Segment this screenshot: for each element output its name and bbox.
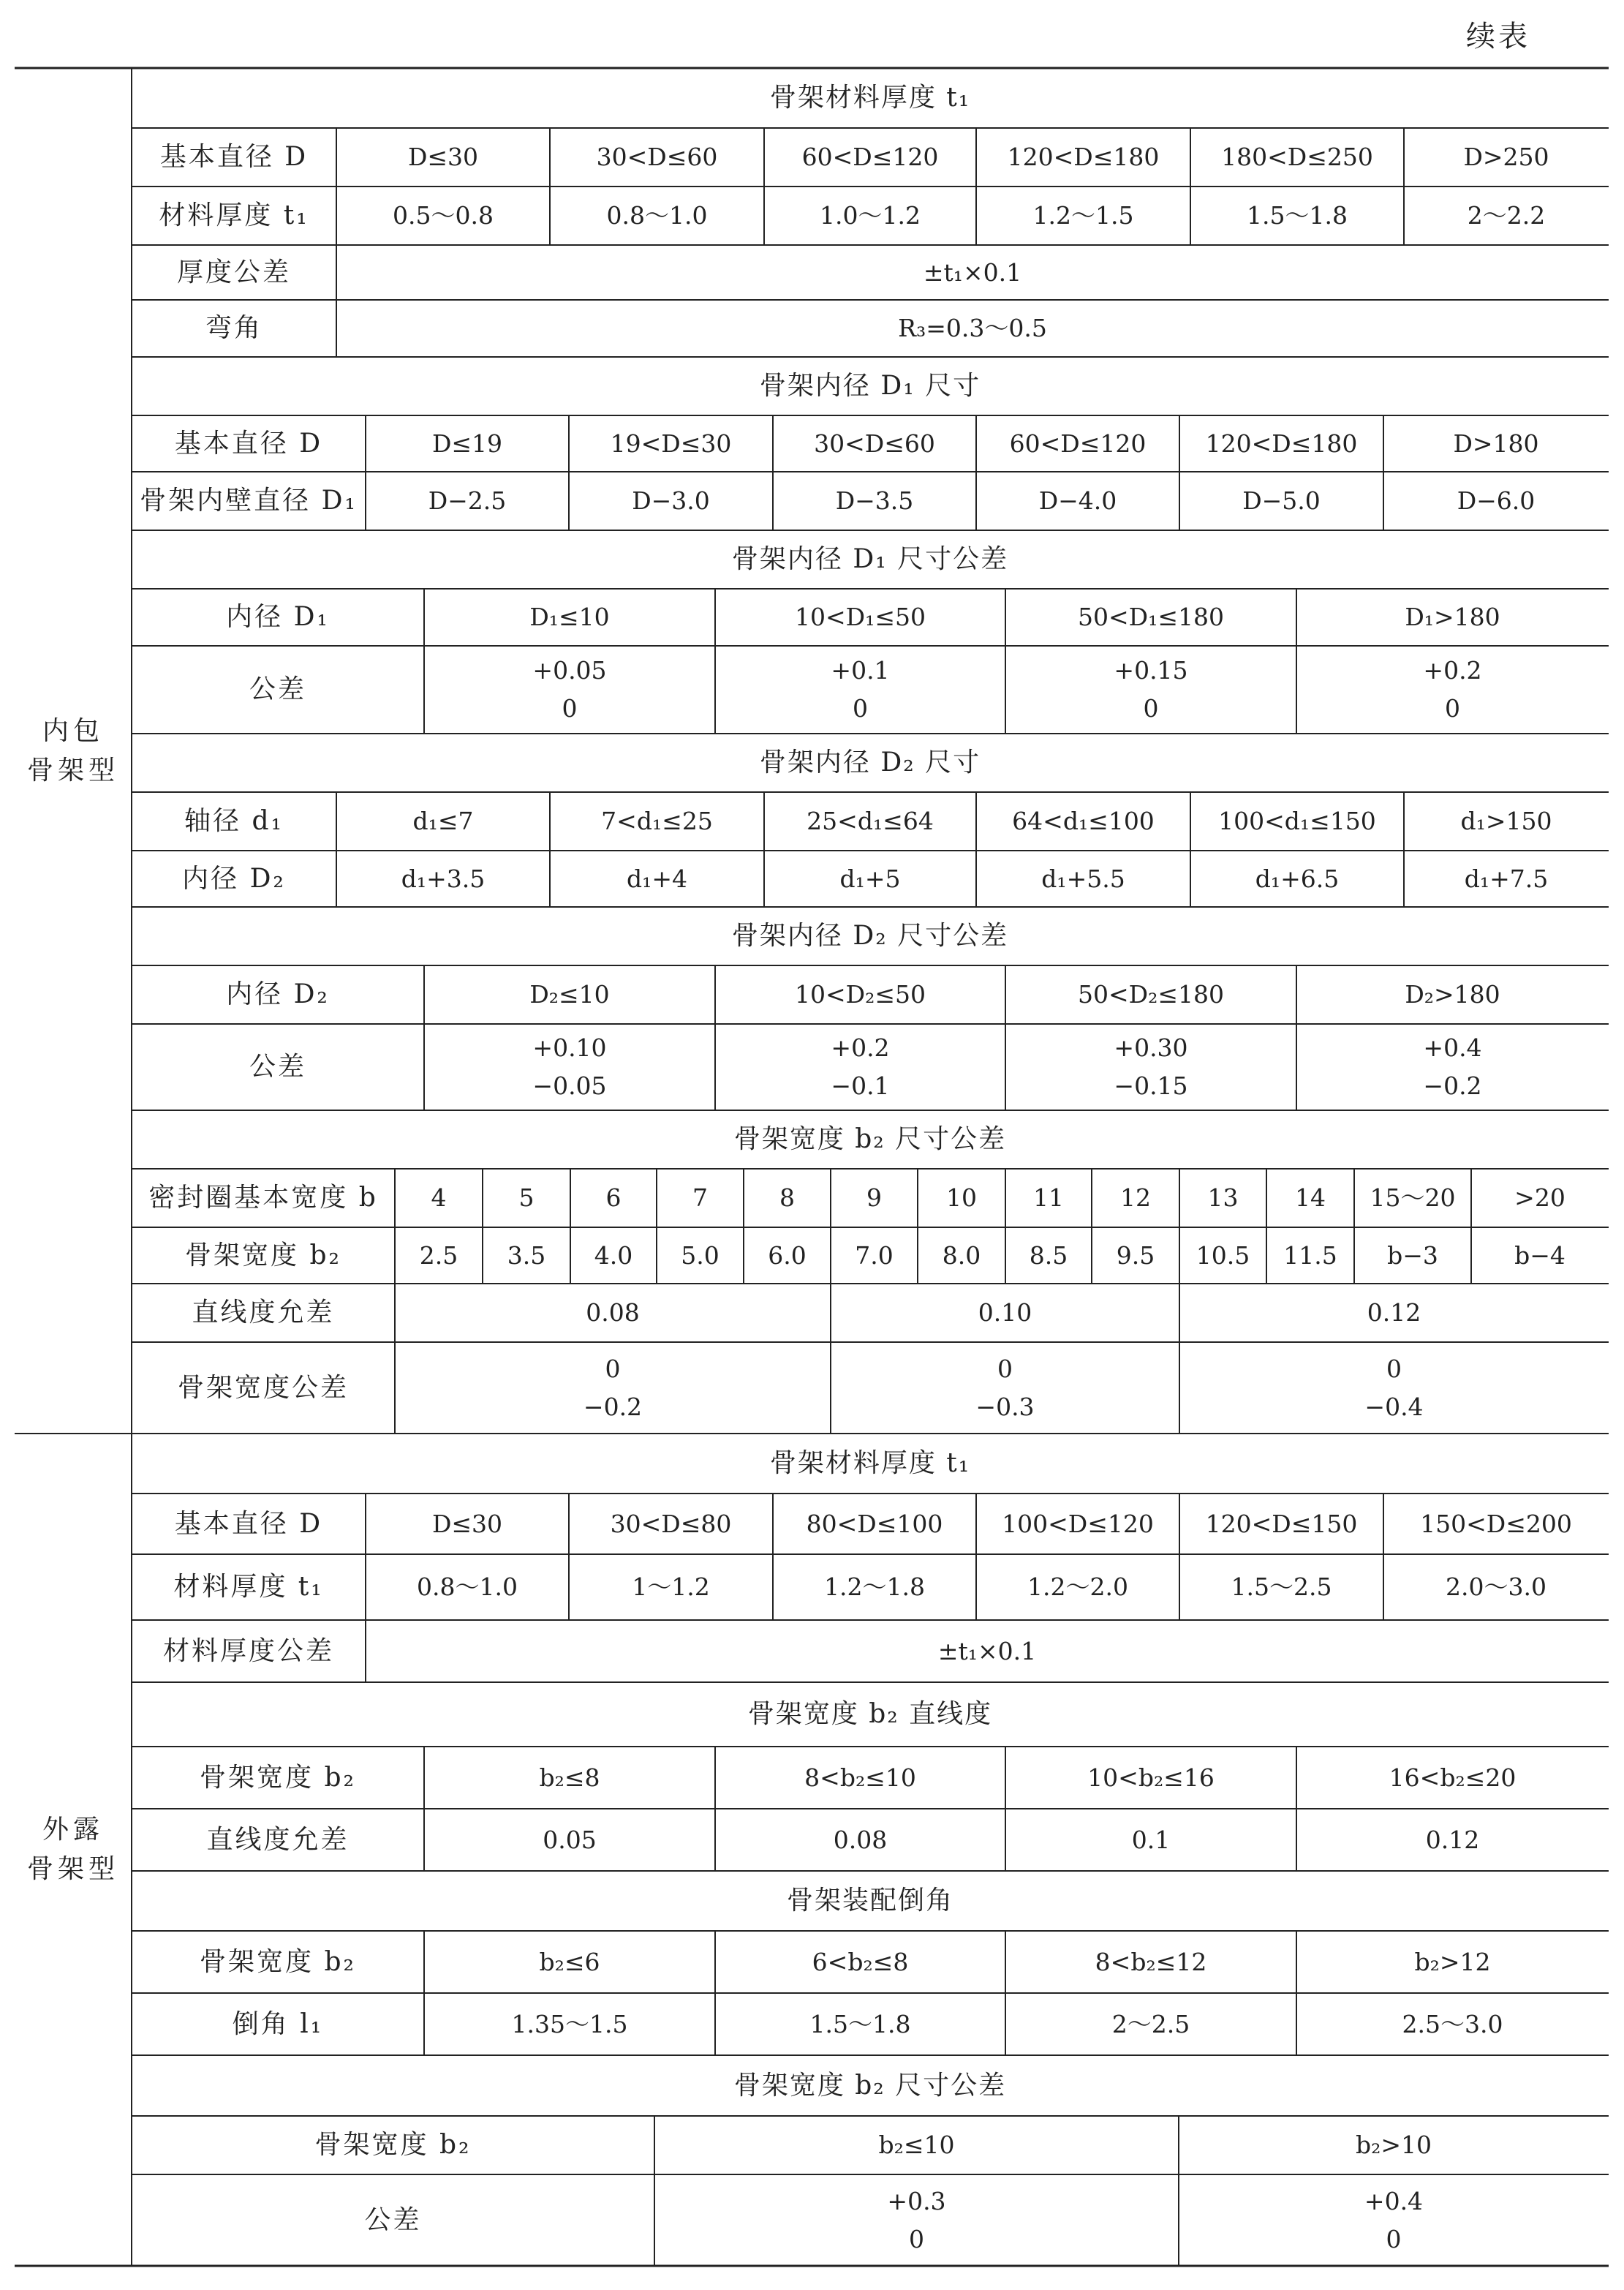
- cell-line-1: +0.4: [1423, 1033, 1482, 1062]
- inner-d2-size-row2-cell: d₁+7.5: [1464, 864, 1549, 893]
- inner-d2-tol-row1-cell: 10<D₂≤50: [795, 980, 926, 1009]
- outer-thickness-row2-label: 材料厚度 t₁: [173, 1572, 324, 1602]
- inner-d2-size-row1-cell: 7<d₁≤25: [601, 807, 713, 835]
- inner-b2-tol-row2-cell: 10.5: [1196, 1240, 1250, 1270]
- inner-d2-size-row1-cell: 100<d₁≤150: [1218, 807, 1376, 835]
- section-label-inner: [15, 68, 132, 1434]
- inner-b2-tol-title: 骨架宽度 b₂ 尺寸公差: [733, 1124, 1007, 1154]
- inner-d1-tol-row1-cell: D₁>180: [1405, 603, 1500, 631]
- inner-bend-label: 弯角: [205, 313, 263, 343]
- cell-line-1: +0.30: [1114, 1033, 1188, 1062]
- outer-chamfer-row1-cell: b₂>12: [1414, 1947, 1491, 1976]
- inner-b2-tol-row3-cell: 0.08: [586, 1298, 640, 1327]
- outer-thickness-tol-label: 材料厚度公差: [162, 1635, 334, 1666]
- outer-b2-straight-row2-label: 直线度允差: [206, 1824, 350, 1855]
- inner-b2-tol-row2-cell: b−3: [1387, 1240, 1438, 1270]
- outer-thickness-tol-value: ±t₁×0.1: [937, 1636, 1037, 1665]
- inner-b2-tol-row2-cell: 9.5: [1116, 1240, 1155, 1270]
- inner-d1-tol-row1-cell: 50<D₁≤180: [1078, 603, 1224, 631]
- inner-thickness-row1-cell: 60<D≤120: [801, 143, 939, 171]
- inner-d1-tol-row2-cell: [715, 646, 1005, 734]
- inner-thickness-row2-cell: 1.2～1.5: [1032, 201, 1134, 230]
- outer-chamfer-row2-cell: 2.5～3.0: [1402, 2009, 1503, 2038]
- outer-chamfer-row2-label: 倒角 l₁: [232, 2008, 324, 2039]
- inner-b2-tol-row3-cell: 0.10: [978, 1298, 1032, 1327]
- outer-b2-straight-row1-cell: b₂≤8: [539, 1763, 600, 1792]
- inner-b2-tol-row1-cell: 8: [779, 1183, 795, 1212]
- cell-line-2: 0: [1445, 694, 1460, 723]
- cell-line-2: 0: [909, 2224, 924, 2253]
- inner-d1-size-row2-cell: D−6.0: [1457, 486, 1536, 515]
- inner-b2-tol-row2-cell: 8.5: [1029, 1240, 1068, 1270]
- inner-d2-tol-title: 骨架内径 D₂ 尺寸公差: [731, 921, 1009, 951]
- inner-d1-size-row1-cell: D≤19: [431, 429, 503, 458]
- inner-d1-tol-row2-cell: [1005, 646, 1296, 734]
- outer-thickness-row1-cell: D≤30: [431, 1509, 503, 1538]
- inner-d2-tol-row2-cell: [715, 1024, 1005, 1110]
- inner-d2-size-row2-cell: d₁+5.5: [1041, 864, 1125, 893]
- inner-d2-size-title: 骨架内径 D₂ 尺寸: [759, 747, 981, 777]
- inner-b2-tol-row2-cell: b−4: [1514, 1240, 1566, 1270]
- inner-b2-tol-row2-cell: 4.0: [594, 1240, 633, 1270]
- inner-thickness-row1-label: 基本直径 D: [159, 142, 309, 172]
- outer-b2-tol-row2-cell: [1179, 2174, 1609, 2266]
- cell-line-1: +0.2: [1423, 656, 1482, 685]
- inner-b2-tol-row1-cell: 11: [1033, 1183, 1064, 1212]
- inner-thickness-tol-label: 厚度公差: [176, 257, 291, 287]
- inner-b2-tol-row2-cell: 11.5: [1283, 1240, 1337, 1270]
- inner-d2-tol-row1-cell: D₂>180: [1405, 980, 1500, 1009]
- inner-d1-tol-row1-cell: 10<D₁≤50: [795, 603, 926, 631]
- outer-b2-straight-row1-label: 骨架宽度 b₂: [200, 1762, 356, 1793]
- inner-d2-tol-row1-label: 内径 D₂: [226, 979, 330, 1009]
- outer-chamfer-row1-cell: 6<b₂≤8: [812, 1947, 909, 1976]
- inner-thickness-row2-label: 材料厚度 t₁: [159, 200, 309, 230]
- outer-b2-straight-title: 骨架宽度 b₂ 直线度: [747, 1699, 993, 1729]
- outer-thickness-row1-cell: 30<D≤80: [610, 1509, 732, 1538]
- inner-d1-tol-row1-label: 内径 D₁: [226, 602, 330, 632]
- cell-line-1: +0.3: [887, 2186, 946, 2215]
- inner-d1-size-row2-cell: D−2.5: [428, 486, 507, 515]
- inner-d1-tol-row1-cell: D₁≤10: [529, 603, 610, 631]
- outer-b2-straight-row1-cell: 10<b₂≤16: [1087, 1763, 1215, 1792]
- inner-d2-tol-row2-cell: [424, 1024, 715, 1110]
- inner-d2-size-row1-cell: d₁≤7: [412, 807, 474, 835]
- inner-thickness-row2-cell: 2～2.2: [1467, 201, 1546, 230]
- outer-chamfer-row1-label: 骨架宽度 b₂: [200, 1946, 356, 1977]
- inner-d2-size-row2-cell: d₁+4: [627, 864, 687, 893]
- outer-b2-straight-row2-cell: 0.1: [1131, 1825, 1171, 1854]
- cell-line-2: 骨架型: [26, 1854, 119, 1884]
- cell-line-1: 0: [1386, 1354, 1402, 1383]
- outer-thickness-row2-cell: 2.0～3.0: [1446, 1573, 1546, 1601]
- outer-thickness-row1-cell: 80<D≤100: [806, 1509, 943, 1538]
- inner-d1-size-row1-label: 基本直径 D: [174, 428, 323, 459]
- outer-b2-tol-row2-label: 公差: [364, 2204, 422, 2235]
- cell-line-1: 0: [997, 1354, 1013, 1383]
- continued-table-label: 续表: [1466, 20, 1530, 53]
- inner-b2-tol-row1-cell: 14: [1295, 1183, 1326, 1212]
- outer-b2-tol-row1-cell: b₂>10: [1356, 2131, 1432, 2159]
- inner-d1-size-title: 骨架内径 D₁ 尺寸: [759, 371, 981, 401]
- cell-line-1: 内包: [42, 715, 104, 746]
- inner-b2-tol-row2-cell: 7.0: [855, 1240, 894, 1270]
- inner-d2-tol-row2-label: 公差: [249, 1052, 306, 1082]
- inner-thickness-row1-cell: D>250: [1463, 143, 1549, 171]
- outer-chamfer-row2-cell: 2～2.5: [1111, 2009, 1190, 2038]
- inner-d1-tol-row2-cell: [1296, 646, 1609, 734]
- inner-thickness-row2-cell: 0.8～1.0: [606, 201, 708, 230]
- inner-b2-tol-row1-cell: 7: [692, 1183, 708, 1212]
- inner-b2-tol-row4-label: 骨架宽度公差: [177, 1372, 349, 1403]
- inner-thickness-row1-cell: 180<D≤250: [1221, 143, 1373, 171]
- section-label-outer: [15, 1434, 132, 2266]
- inner-b2-tol-row4-cell: [831, 1342, 1179, 1434]
- inner-d2-size-row2-cell: d₁+5: [839, 864, 901, 893]
- cell-line-2: −0.4: [1364, 1392, 1424, 1421]
- outer-thickness-row2-cell: 1.2～2.0: [1027, 1573, 1128, 1601]
- inner-d1-size-row1-cell: 19<D≤30: [610, 429, 732, 458]
- inner-b2-tol-row2-cell: 5.0: [681, 1240, 720, 1270]
- outer-b2-straight-row1-cell: 8<b₂≤10: [804, 1763, 916, 1792]
- inner-thickness-row2-cell: 1.5～1.8: [1247, 201, 1348, 230]
- outer-thickness-row2-cell: 1.2～1.8: [824, 1573, 925, 1601]
- outer-thickness-row1-label: 基本直径 D: [174, 1508, 323, 1539]
- cell-line-2: −0.1: [831, 1071, 890, 1100]
- outer-thickness-row1-cell: 150<D≤200: [1420, 1509, 1572, 1538]
- inner-d2-size-row2-cell: d₁+6.5: [1255, 864, 1340, 893]
- inner-thickness-title: 骨架材料厚度 t₁: [769, 83, 971, 113]
- inner-d1-size-row2-label: 骨架内壁直径 D₁: [140, 486, 358, 516]
- inner-thickness-row1-cell: 30<D≤60: [596, 143, 718, 171]
- inner-d1-size-row2-cell: D−5.0: [1242, 486, 1321, 515]
- cell-line-1: +0.10: [532, 1033, 607, 1062]
- cell-line-2: 骨架型: [26, 755, 119, 786]
- cell-line-1: +0.2: [831, 1033, 890, 1062]
- inner-thickness-row2-cell: 0.5～0.8: [393, 201, 494, 230]
- outer-chamfer-row2-cell: 1.35～1.5: [511, 2009, 628, 2038]
- inner-d2-size-row1-cell: 25<d₁≤64: [807, 807, 934, 835]
- cell-line-2: −0.15: [1114, 1071, 1188, 1100]
- inner-b2-tol-row1-cell: 5: [518, 1183, 535, 1212]
- inner-b2-tol-row2-cell: 2.5: [419, 1240, 458, 1270]
- inner-b2-tol-row4-cell: [1179, 1342, 1609, 1434]
- inner-b2-tol-row1-cell: 13: [1207, 1183, 1239, 1212]
- inner-b2-tol-row2-label: 骨架宽度 b₂: [185, 1240, 341, 1270]
- cell-line-2: 0: [1143, 694, 1159, 723]
- outer-b2-tol-title: 骨架宽度 b₂ 尺寸公差: [733, 2070, 1007, 2101]
- outer-b2-straight-row2-cell: 0.12: [1425, 1825, 1480, 1854]
- inner-d1-size-row1-cell: 120<D≤180: [1205, 429, 1358, 458]
- inner-b2-tol-row1-cell: 10: [946, 1183, 977, 1212]
- inner-b2-tol-row2-cell: 3.5: [507, 1240, 546, 1270]
- inner-d2-size-row1-cell: 64<d₁≤100: [1012, 807, 1155, 835]
- inner-b2-tol-row3-label: 直线度允差: [192, 1297, 335, 1327]
- outer-b2-tol-row2-cell: [654, 2174, 1179, 2266]
- inner-b2-tol-row3-cell: 0.12: [1367, 1298, 1421, 1327]
- outer-chamfer-row2-cell: 1.5～1.8: [809, 2009, 911, 2038]
- cell-line-2: −0.05: [532, 1071, 607, 1100]
- outer-b2-tol-row1-cell: b₂≤10: [878, 2131, 955, 2159]
- cell-line-1: 外露: [42, 1815, 104, 1845]
- cell-line-1: +0.1: [831, 656, 890, 685]
- inner-thickness-row1-cell: D≤30: [407, 143, 479, 171]
- cell-line-2: 0: [1386, 2224, 1402, 2253]
- cell-line-2: −0.3: [975, 1392, 1035, 1421]
- outer-chamfer-row1-cell: b₂≤6: [539, 1947, 600, 1976]
- inner-d2-tol-row1-cell: 50<D₂≤180: [1078, 980, 1224, 1009]
- inner-b2-tol-row4-cell: [395, 1342, 831, 1434]
- outer-chamfer-row1-cell: 8<b₂≤12: [1095, 1947, 1207, 1976]
- cell-line-2: −0.2: [1423, 1071, 1482, 1100]
- outer-thickness-row1-cell: 100<D≤120: [1002, 1509, 1154, 1538]
- inner-d2-tol-row2-cell: [1296, 1024, 1609, 1110]
- inner-b2-tol-row1-cell: >20: [1514, 1183, 1566, 1212]
- inner-b2-tol-row1-cell: 15～20: [1370, 1183, 1456, 1212]
- inner-d2-size-row2-label: 内径 D₂: [182, 863, 286, 894]
- inner-b2-tol-row1-cell: 12: [1120, 1183, 1151, 1212]
- cell-line-1: 0: [605, 1354, 621, 1383]
- outer-thickness-row2-cell: 0.8～1.0: [417, 1573, 518, 1601]
- inner-b2-tol-row1-cell: 9: [866, 1183, 882, 1212]
- inner-d2-tol-row2-cell: [1005, 1024, 1296, 1110]
- cell-line-1: +0.15: [1114, 656, 1188, 685]
- inner-d2-size-row1-cell: d₁>150: [1460, 807, 1552, 835]
- outer-chamfer-title: 骨架装配倒角: [786, 1886, 953, 1916]
- inner-thickness-row1-cell: 120<D≤180: [1007, 143, 1160, 171]
- inner-d2-tol-row1-cell: D₂≤10: [529, 980, 610, 1009]
- inner-d2-size-row1-label: 轴径 d₁: [184, 806, 284, 836]
- inner-d1-tol-title: 骨架内径 D₁ 尺寸公差: [731, 544, 1009, 574]
- outer-b2-straight-row1-cell: 16<b₂≤20: [1389, 1763, 1517, 1792]
- outer-b2-straight-row2-cell: 0.05: [543, 1825, 597, 1854]
- cell-line-1: +0.05: [532, 656, 607, 685]
- inner-b2-tol-row1-cell: 4: [431, 1183, 447, 1212]
- inner-thickness-tol-value: ±t₁×0.1: [923, 257, 1022, 287]
- inner-d2-size-row2-cell: d₁+3.5: [401, 864, 486, 893]
- cell-line-1: +0.4: [1364, 2186, 1424, 2215]
- outer-b2-tol-row1-label: 骨架宽度 b₂: [314, 2130, 472, 2160]
- outer-thickness-row2-cell: 1～1.2: [632, 1573, 710, 1601]
- inner-d1-size-row2-cell: D−3.0: [632, 486, 710, 515]
- inner-d1-tol-row2-cell: [424, 646, 715, 734]
- inner-d1-size-row2-cell: D−4.0: [1038, 486, 1117, 515]
- cell-line-2: −0.2: [583, 1392, 643, 1421]
- outer-b2-straight-row2-cell: 0.08: [833, 1825, 888, 1854]
- inner-d1-size-row1-cell: 60<D≤120: [1009, 429, 1147, 458]
- cell-line-2: 0: [853, 694, 868, 723]
- inner-d1-size-row2-cell: D−3.5: [835, 486, 914, 515]
- inner-d1-size-row1-cell: D>180: [1453, 429, 1539, 458]
- inner-bend-value: R₃=0.3～0.5: [898, 314, 1047, 342]
- inner-d1-size-row1-cell: 30<D≤60: [814, 429, 935, 458]
- inner-thickness-row2-cell: 1.0～1.2: [820, 201, 921, 230]
- inner-b2-tol-row1-label: 密封圈基本宽度 b: [148, 1183, 378, 1213]
- inner-b2-tol-row2-cell: 8.0: [942, 1240, 981, 1270]
- inner-b2-tol-row1-cell: 6: [605, 1183, 622, 1212]
- cell-line-2: 0: [562, 694, 578, 723]
- outer-thickness-title: 骨架材料厚度 t₁: [769, 1448, 971, 1478]
- outer-thickness-row1-cell: 120<D≤150: [1205, 1509, 1358, 1538]
- inner-d1-tol-row2-label: 公差: [249, 674, 306, 704]
- outer-thickness-row2-cell: 1.5～2.5: [1231, 1573, 1332, 1601]
- inner-b2-tol-row2-cell: 6.0: [768, 1240, 807, 1270]
